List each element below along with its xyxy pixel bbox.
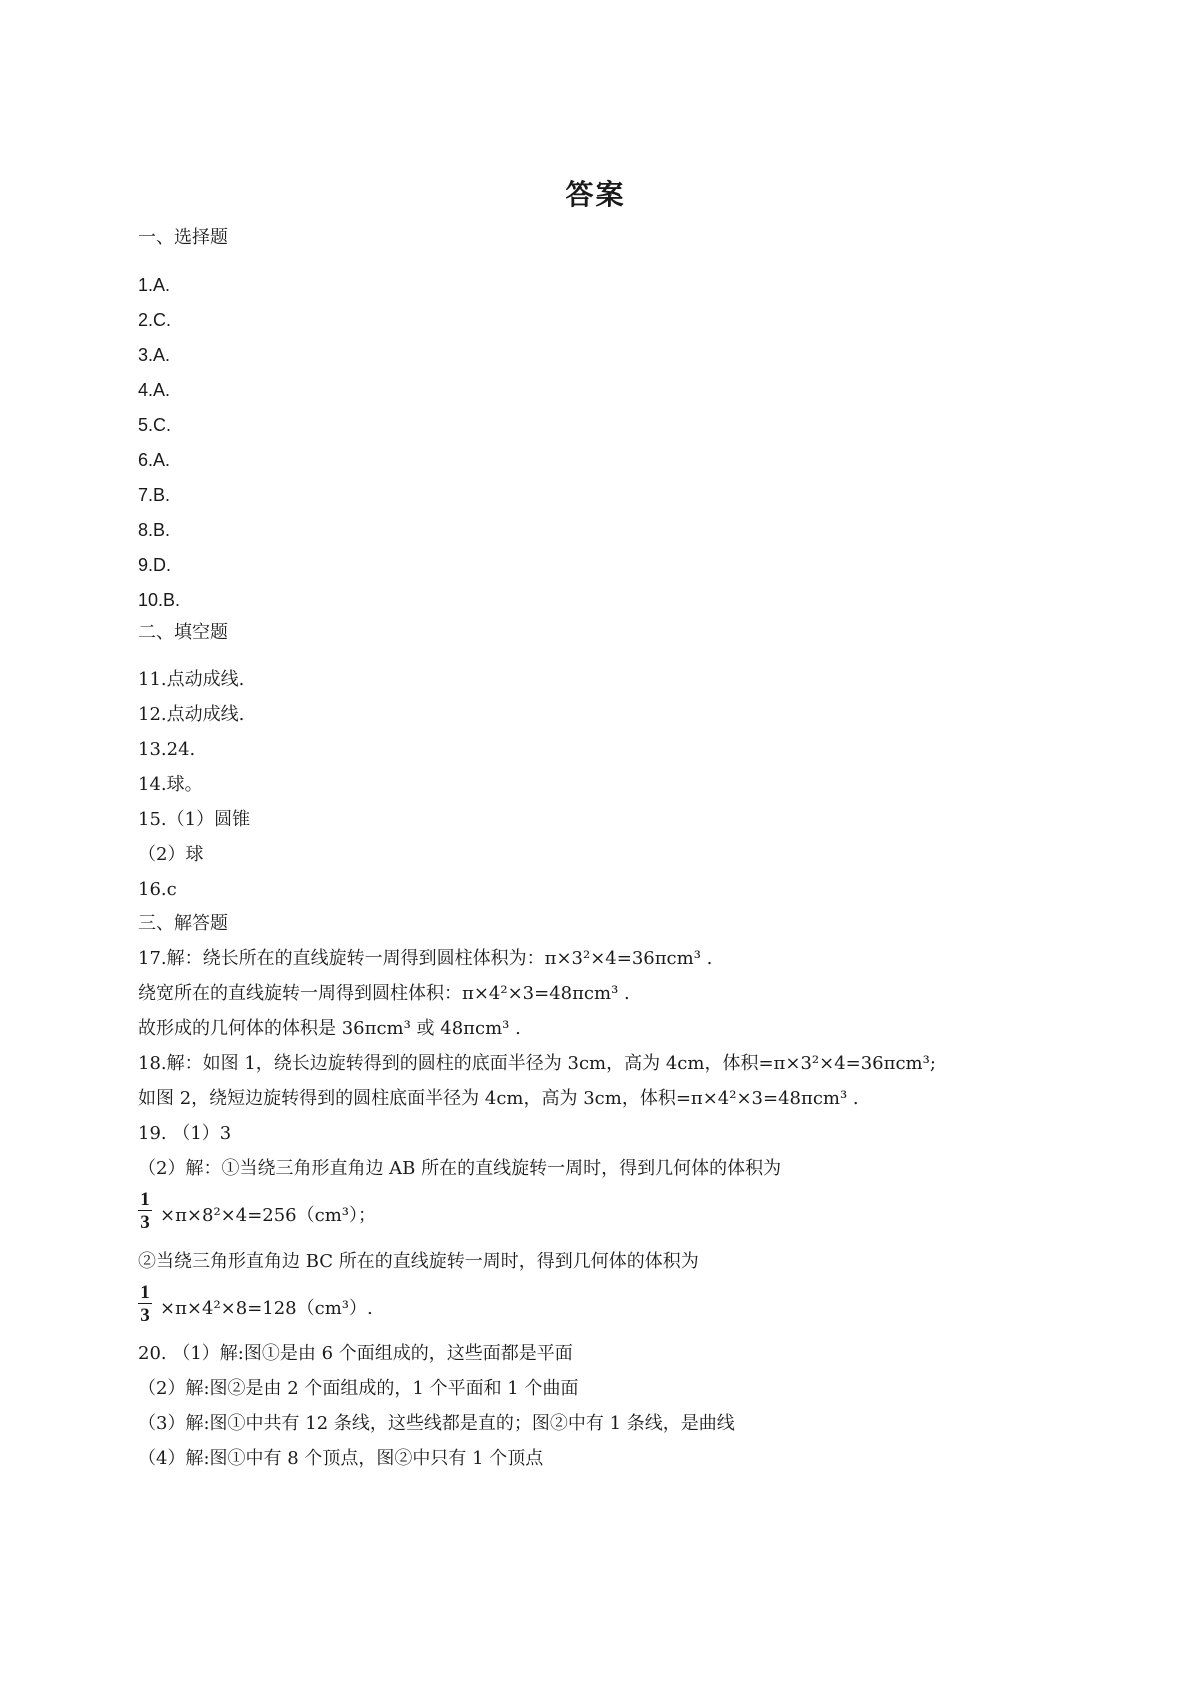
fraction-denominator: 3 xyxy=(140,1305,150,1326)
answer-11: 11.点动成线. xyxy=(138,669,245,690)
answer-7: 7.B. xyxy=(138,485,171,505)
answer-19-case2-intro: ②当绕三角形直角边 BC 所在的直线旋转一周时，得到几何体的体积为 xyxy=(138,1251,699,1272)
answer-20-part4: （4）解:图①中有 8 个顶点，图②中只有 1 个顶点 xyxy=(138,1448,544,1469)
section-heading-solve: 三、解答题 xyxy=(138,913,228,934)
answer-17-line1: 17.解：绕长所在的直线旋转一周得到圆柱体积为：π×3²×4=36πcm³ . xyxy=(138,948,713,969)
fraction-bar xyxy=(138,1210,152,1211)
answer-14: 14.球。 xyxy=(138,774,203,795)
answer-18-line1: 18.解：如图 1，绕长边旋转得到的圆柱的底面半径为 3cm，高为 4cm，体积=π×3²×4=36πcm³; xyxy=(138,1053,936,1074)
answer-5: 5.C. xyxy=(138,415,172,435)
answer-12: 12.点动成线. xyxy=(138,704,245,725)
answer-17-line2: 绕宽所在的直线旋转一周得到圆柱体积：π×4²×3=48πcm³ . xyxy=(138,983,630,1004)
answer-19-formula1: ×π×8²×4=256（cm³）； xyxy=(160,1205,376,1226)
answer-9: 9.D. xyxy=(138,555,172,575)
fraction-numerator: 1 xyxy=(140,1189,150,1210)
answer-19-formula2: ×π×4²×8=128（cm³）. xyxy=(160,1298,373,1319)
answer-6: 6.A. xyxy=(138,450,171,470)
answer-20-part3: （3）解:图①中共有 12 条线，这些线都是直的；图②中有 1 条线，是曲线 xyxy=(138,1413,735,1434)
answer-8: 8.B. xyxy=(138,520,171,540)
fraction-one-third-2 xyxy=(138,1283,152,1325)
fraction-numerator: 1 xyxy=(140,1282,150,1303)
answer-4: 4.A. xyxy=(138,380,171,400)
answer-3: 3.A. xyxy=(138,345,171,365)
answer-15-part2: （2）球 xyxy=(138,844,204,865)
answer-2: 2.C. xyxy=(138,310,172,330)
fraction-bar xyxy=(138,1303,152,1304)
answer-19-part1: 19. （1）3 xyxy=(138,1123,232,1144)
section-heading-choice: 一、选择题 xyxy=(138,227,228,248)
section-heading-fill: 二、填空题 xyxy=(138,622,228,643)
answer-15-part1: 15.（1）圆锥 xyxy=(138,809,251,830)
answer-13: 13.24. xyxy=(138,739,196,760)
answer-16: 16.c xyxy=(138,879,177,900)
answer-20-part1: 20. （1）解:图①是由 6 个面组成的，这些面都是平面 xyxy=(138,1343,573,1364)
answer-1: 1.A. xyxy=(138,275,171,295)
answer-19-part2-intro: （2）解：①当绕三角形直角边 AB 所在的直线旋转一周时，得到几何体的体积为 xyxy=(138,1158,782,1179)
answer-20-part2: （2）解:图②是由 2 个面组成的，1 个平面和 1 个曲面 xyxy=(138,1378,579,1399)
page-title: 答案 xyxy=(565,178,626,211)
fraction-one-third-1 xyxy=(138,1190,152,1232)
fraction-denominator: 3 xyxy=(140,1212,150,1233)
answer-18-line2: 如图 2，绕短边旋转得到的圆柱底面半径为 4cm，高为 3cm，体积=π×4²×3=48πcm³ . xyxy=(138,1088,859,1109)
answer-10: 10.B. xyxy=(138,590,181,610)
answer-17-line3: 故形成的几何体的体积是 36πcm³ 或 48πcm³ . xyxy=(138,1018,521,1039)
